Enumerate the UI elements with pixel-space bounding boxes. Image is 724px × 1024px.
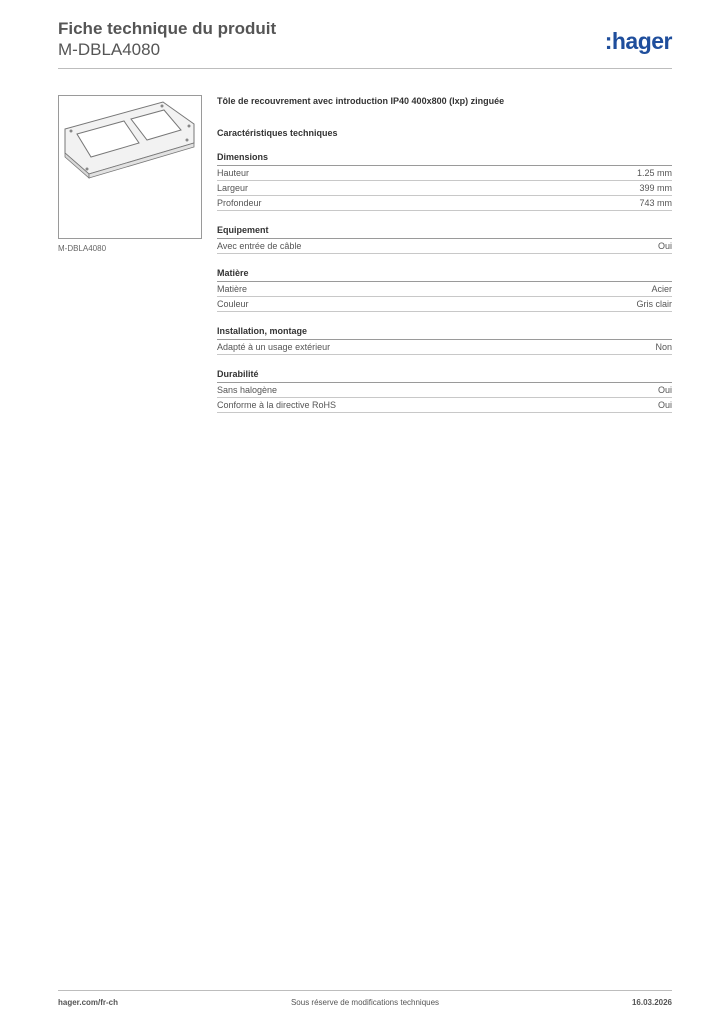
row-value: Oui xyxy=(657,400,672,410)
image-caption: M-DBLA4080 xyxy=(58,244,107,253)
table-row xyxy=(217,282,672,297)
footer-date: 16.03.2026 xyxy=(631,998,672,1007)
row-label: Profondeur xyxy=(217,198,262,208)
group-title: Equipement xyxy=(217,225,672,239)
table-row xyxy=(217,383,672,398)
group-title: Installation, montage xyxy=(217,326,672,340)
footer-website: hager.com/fr-ch xyxy=(58,998,119,1007)
cover-plate-illustration-icon xyxy=(59,96,201,238)
characteristic-group xyxy=(217,225,672,254)
characteristic-group xyxy=(217,326,672,355)
table-row xyxy=(217,398,672,413)
characteristics-table xyxy=(217,152,672,413)
group-title: Matière xyxy=(217,268,672,282)
table-row xyxy=(217,181,672,196)
row-label: Conforme à la directive RoHS xyxy=(217,400,337,410)
row-label: Hauteur xyxy=(217,168,250,178)
characteristic-group xyxy=(217,152,672,211)
row-value: Gris clair xyxy=(636,299,672,309)
table-row xyxy=(217,239,672,254)
page-header xyxy=(58,18,672,60)
row-value: 399 mm xyxy=(639,183,672,193)
product-image xyxy=(58,95,202,239)
row-value: 743 mm xyxy=(639,198,672,208)
row-label: Sans halogène xyxy=(217,385,278,395)
footer-disclaimer: Sous réserve de modifications techniques xyxy=(290,998,440,1007)
characteristic-group xyxy=(217,369,672,413)
row-value: Oui xyxy=(657,385,672,395)
row-value: Acier xyxy=(651,284,672,294)
row-value: Oui xyxy=(657,241,672,251)
group-title: Dimensions xyxy=(217,152,672,166)
product-reference: M-DBLA4080 xyxy=(58,40,161,59)
table-row xyxy=(217,166,672,181)
table-row xyxy=(217,196,672,211)
table-row xyxy=(217,297,672,312)
table-row xyxy=(217,340,672,355)
row-label: Matière xyxy=(217,284,248,294)
row-label: Adapté à un usage extérieur xyxy=(217,342,331,352)
row-label: Largeur xyxy=(217,183,249,193)
characteristic-group xyxy=(217,268,672,312)
group-title: Durabilité xyxy=(217,369,672,383)
header-divider xyxy=(58,68,672,69)
characteristics-heading: Caractéristiques techniques xyxy=(217,128,338,138)
product-details xyxy=(217,96,672,413)
row-label: Avec entrée de câble xyxy=(217,241,302,251)
row-value: 1.25 mm xyxy=(636,168,672,178)
page-title: Fiche technique du produit xyxy=(58,19,277,38)
hager-logo: :hager xyxy=(604,28,672,54)
footer-divider xyxy=(58,990,672,991)
row-value: Non xyxy=(655,342,672,352)
product-description: Tôle de recouvrement avec introduction IP40 400x800 (lxp) zinguée xyxy=(217,96,505,106)
row-label: Couleur xyxy=(217,299,249,309)
